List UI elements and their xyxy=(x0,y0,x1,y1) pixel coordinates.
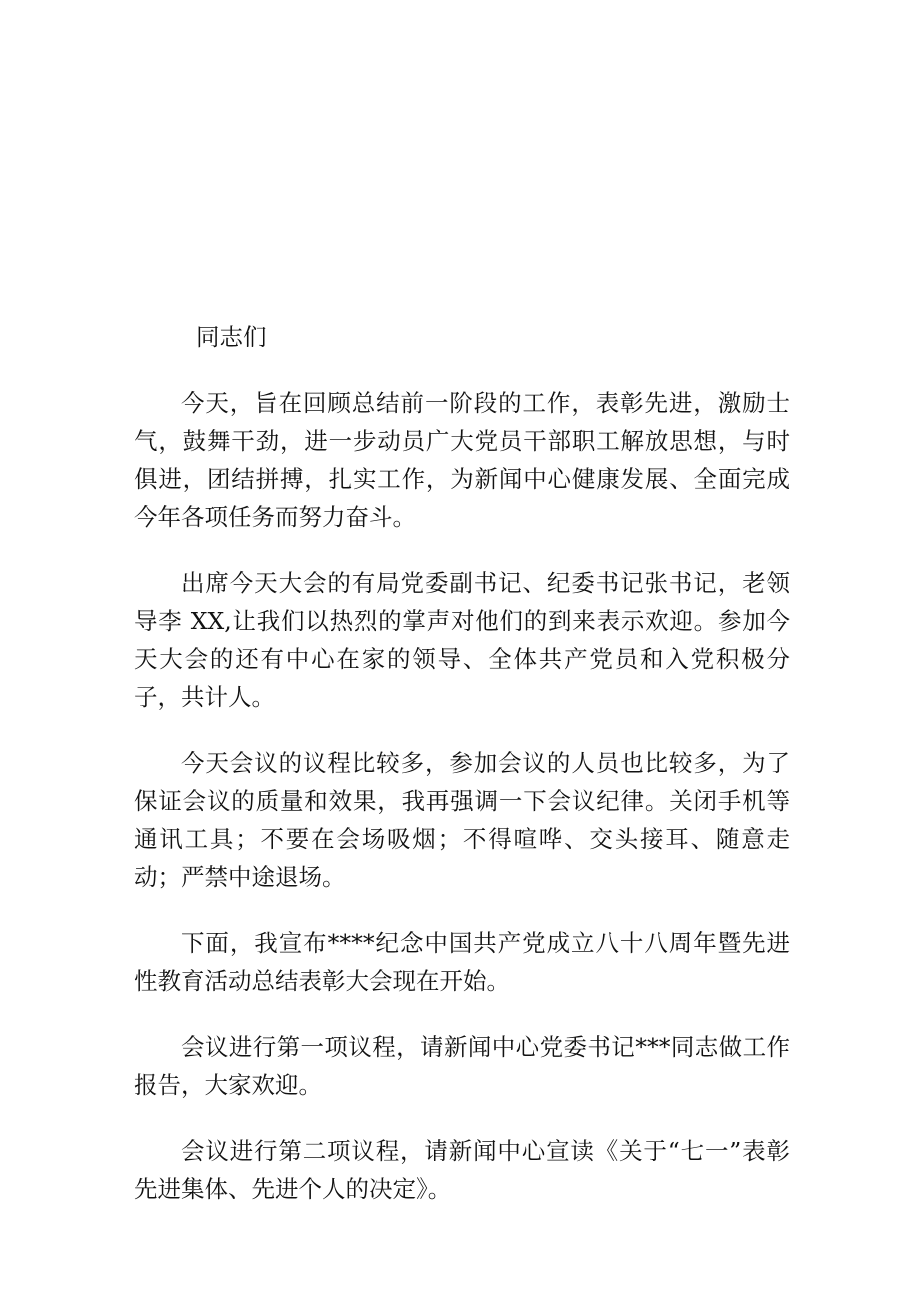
paragraph-agenda-item-1: 会议进行第一项议程，请新闻中心党委书记***同志做工作报告，大家欢迎。 xyxy=(134,1033,790,1099)
salutation: 同志们 xyxy=(196,323,267,351)
document-body xyxy=(134,318,790,1208)
paragraph-attendees: 出席今天大会的有局党委副书记、纪委书记张书记，老领导李 XX,让我们以热烈的掌声对他们的到来表示欢迎。参加今天大会的还有中心在家的领导、全体共产党员和入党积极分子，共计人。 xyxy=(134,569,790,711)
paragraph-discipline: 今天会议的议程比较多，参加会议的人员也比较多，为了保证会议的质量和效果，我再强调一下会议纪律。关闭手机等通讯工具；不要在会场吸烟；不得喧哗、交头接耳、随意走动；严禁中途退场。 xyxy=(134,749,790,891)
paragraph-announcement: 下面，我宣布****纪念中国共产党成立八十八周年暨先进性教育活动总结表彰大会现在开始。 xyxy=(134,929,790,995)
paragraph-opening: 今天，旨在回顾总结前一阶段的工作，表彰先进，激励士气，鼓舞干劲，进一步动员广大党员干部职工解放思想，与时俱进，团结拼搏，扎实工作，为新闻中心健康发展、全面完成今年各项任务而努力奋斗。 xyxy=(134,389,790,531)
paragraph-agenda-item-2: 会议进行第二项议程，请新闻中心宣读《关于“七一”表彰先进集体、先进个人的决定》。 xyxy=(134,1137,790,1203)
